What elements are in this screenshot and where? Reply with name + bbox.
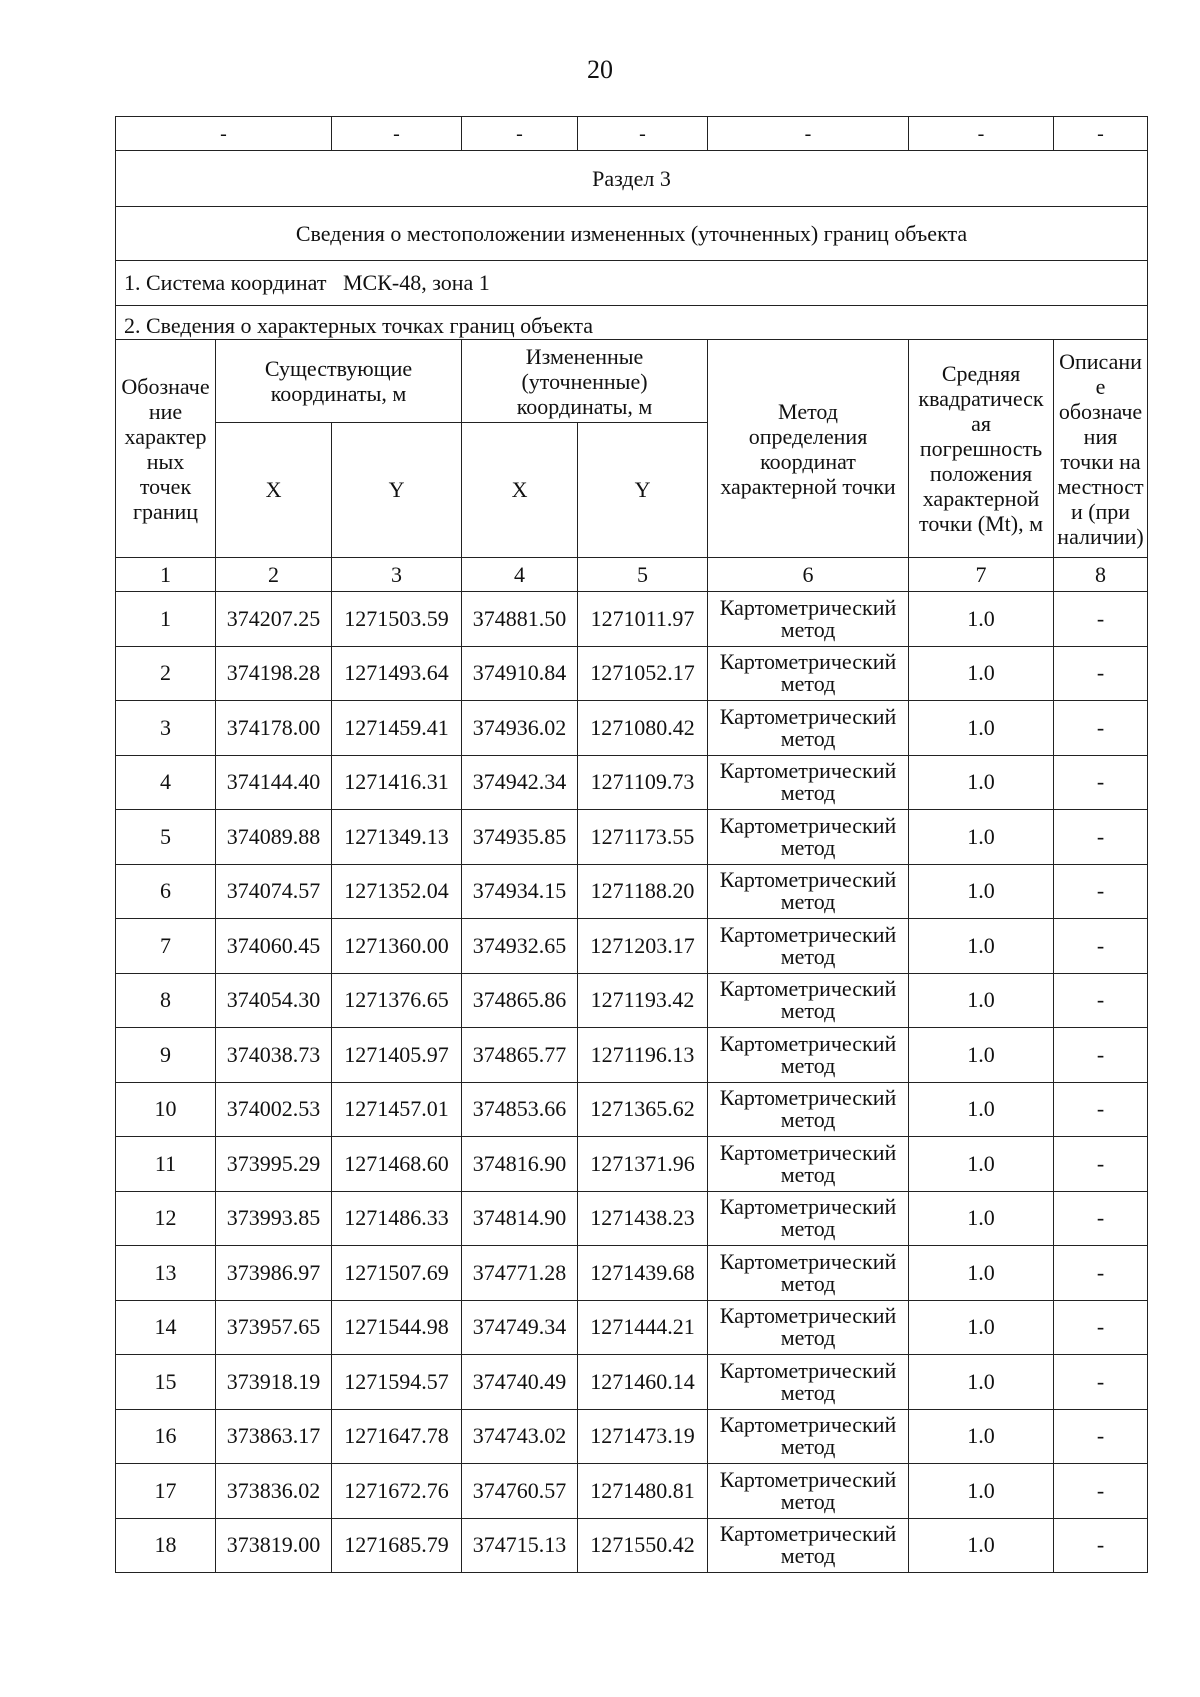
header-line: Существующие <box>264 356 413 381</box>
header-line: ных <box>146 448 185 474</box>
cell-description: - <box>1054 1464 1148 1519</box>
cell-existing-x: 374038.73 <box>216 1028 332 1083</box>
table-row <box>116 1355 1148 1410</box>
cell-changed-x: 374865.86 <box>462 973 578 1028</box>
table-row <box>116 864 1148 919</box>
cell-mean-error: 1.0 <box>909 1300 1054 1355</box>
header-method <box>708 340 909 558</box>
cell-existing-x: 373993.85 <box>216 1191 332 1246</box>
cell-changed-y: 1271460.14 <box>578 1355 708 1410</box>
cell-description: - <box>1054 1409 1148 1464</box>
cell-mean-error: 1.0 <box>909 919 1054 974</box>
cell-point-number: 13 <box>116 1246 216 1301</box>
cell-changed-y: 1271109.73 <box>578 755 708 810</box>
cell-description: - <box>1054 1246 1148 1301</box>
cell-changed-x: 374715.13 <box>462 1518 578 1573</box>
header-existing-coords <box>216 340 462 423</box>
header-line: (уточненные) <box>521 368 648 394</box>
header-line: координат <box>760 448 856 474</box>
table-row <box>116 646 1148 701</box>
cell-existing-y: 1271672.76 <box>332 1464 462 1519</box>
cell-changed-y: 1271480.81 <box>578 1464 708 1519</box>
cell-method <box>708 919 909 974</box>
column-number: 8 <box>1054 558 1148 592</box>
cell-existing-y: 1271376.65 <box>332 973 462 1028</box>
method-line: Картометрический <box>719 812 897 838</box>
cell-changed-x: 374910.84 <box>462 646 578 701</box>
header-line: местност <box>1057 473 1144 499</box>
method-line: Картометрический <box>719 1194 897 1220</box>
cell-description: - <box>1054 755 1148 810</box>
cell-changed-y: 1271173.55 <box>578 810 708 865</box>
method-line: метод <box>780 1488 836 1514</box>
cell-mean-error: 1.0 <box>909 1137 1054 1192</box>
cell-method <box>708 1082 909 1137</box>
cell-method <box>708 701 909 756</box>
cell-changed-y: 1271080.42 <box>578 701 708 756</box>
method-line: Картометрический <box>719 703 897 729</box>
cell-existing-y: 1271507.69 <box>332 1246 462 1301</box>
continuation-dash-row <box>116 117 1148 151</box>
header-line: Обозначе <box>121 373 210 399</box>
header-line: обозначе <box>1058 398 1143 424</box>
header-line: ния <box>1083 423 1118 449</box>
method-line: Картометрический <box>719 1521 897 1547</box>
cell-mean-error: 1.0 <box>909 1355 1054 1410</box>
cell-existing-y: 1271360.00 <box>332 919 462 974</box>
method-line: метод <box>780 1379 836 1405</box>
cell-point-number: 11 <box>116 1137 216 1192</box>
section-title-row <box>116 151 1148 207</box>
cell-method <box>708 1191 909 1246</box>
header-existing-y: Y <box>332 423 462 558</box>
method-line: Картометрический <box>719 1466 897 1492</box>
header-line: координаты, м <box>516 393 653 419</box>
header-point-designation <box>116 340 216 558</box>
method-line: метод <box>780 1107 836 1133</box>
header-line: погрешность <box>919 436 1043 461</box>
header-line: квадратическ <box>918 386 1044 411</box>
cell-existing-y: 1271405.97 <box>332 1028 462 1083</box>
cell-changed-y: 1271439.68 <box>578 1246 708 1301</box>
method-line: Картометрический <box>719 1139 897 1165</box>
header-line: точки (Mt), м <box>919 511 1044 536</box>
cell-existing-y: 1271493.64 <box>332 646 462 701</box>
cell-description: - <box>1054 919 1148 974</box>
cell-point-number: 15 <box>116 1355 216 1410</box>
cell-existing-x: 373918.19 <box>216 1355 332 1410</box>
cell-changed-x: 374760.57 <box>462 1464 578 1519</box>
dash-cell: - <box>578 117 708 151</box>
column-number: 6 <box>708 558 909 592</box>
column-number: 3 <box>332 558 462 592</box>
header-row-1 <box>116 340 1148 423</box>
cell-point-number: 6 <box>116 864 216 919</box>
cell-existing-y: 1271647.78 <box>332 1409 462 1464</box>
cell-method <box>708 1246 909 1301</box>
cell-mean-error: 1.0 <box>909 973 1054 1028</box>
method-line: метод <box>780 1543 836 1569</box>
dash-cell: - <box>116 117 332 151</box>
cell-changed-y: 1271438.23 <box>578 1191 708 1246</box>
table-row <box>116 1191 1148 1246</box>
header-description <box>1054 340 1148 558</box>
cell-changed-x: 374935.85 <box>462 810 578 865</box>
cell-existing-y: 1271503.59 <box>332 592 462 647</box>
cell-point-number: 4 <box>116 755 216 810</box>
header-line: координаты, м <box>270 381 407 406</box>
method-line: метод <box>780 1325 836 1351</box>
cell-method <box>708 1464 909 1519</box>
cell-mean-error: 1.0 <box>909 1082 1054 1137</box>
method-line: метод <box>780 998 836 1024</box>
method-line: метод <box>780 1216 836 1242</box>
cell-mean-error: 1.0 <box>909 1518 1054 1573</box>
cell-point-number: 7 <box>116 919 216 974</box>
cell-changed-x: 374814.90 <box>462 1191 578 1246</box>
cell-mean-error: 1.0 <box>909 1191 1054 1246</box>
cell-changed-y: 1271011.97 <box>578 592 708 647</box>
header-mean-error <box>909 340 1054 558</box>
cell-method <box>708 864 909 919</box>
table-row <box>116 919 1148 974</box>
cell-description: - <box>1054 1355 1148 1410</box>
section-title: Раздел 3 <box>116 151 1148 207</box>
cell-existing-y: 1271486.33 <box>332 1191 462 1246</box>
cell-existing-x: 373957.65 <box>216 1300 332 1355</box>
cell-method <box>708 810 909 865</box>
method-line: метод <box>780 943 836 969</box>
cell-mean-error: 1.0 <box>909 755 1054 810</box>
table-row <box>116 1082 1148 1137</box>
cell-changed-x: 374936.02 <box>462 701 578 756</box>
table-row <box>116 1409 1148 1464</box>
header-changed-x: X <box>462 423 578 558</box>
table-row <box>116 1300 1148 1355</box>
cell-description: - <box>1054 1191 1148 1246</box>
cell-point-number: 18 <box>116 1518 216 1573</box>
cell-description: - <box>1054 701 1148 756</box>
coord-system-row <box>116 261 1148 306</box>
method-line: Картометрический <box>719 1303 897 1329</box>
cell-existing-x: 373836.02 <box>216 1464 332 1519</box>
method-line: Картометрический <box>719 758 897 784</box>
cell-existing-x: 373863.17 <box>216 1409 332 1464</box>
cell-existing-y: 1271416.31 <box>332 755 462 810</box>
column-numbers-row <box>116 558 1148 592</box>
header-line: точек <box>139 473 192 499</box>
cell-mean-error: 1.0 <box>909 1028 1054 1083</box>
method-line: метод <box>780 671 836 697</box>
cell-description: - <box>1054 592 1148 647</box>
header-line: характерной точки <box>720 473 896 499</box>
method-line: Картометрический <box>719 1085 897 1111</box>
cell-changed-y: 1271052.17 <box>578 646 708 701</box>
cell-existing-x: 373986.97 <box>216 1246 332 1301</box>
cell-mean-error: 1.0 <box>909 864 1054 919</box>
cell-changed-y: 1271193.42 <box>578 973 708 1028</box>
table-row <box>116 1028 1148 1083</box>
table-row <box>116 701 1148 756</box>
cell-method <box>708 1028 909 1083</box>
cell-existing-y: 1271459.41 <box>332 701 462 756</box>
cell-point-number: 2 <box>116 646 216 701</box>
method-line: метод <box>780 780 836 806</box>
method-line: Картометрический <box>719 1030 897 1056</box>
cell-method <box>708 1300 909 1355</box>
cell-method <box>708 1355 909 1410</box>
boundary-points-table <box>115 116 1148 1573</box>
cell-point-number: 12 <box>116 1191 216 1246</box>
points-heading-row <box>116 306 1148 340</box>
header-line: и (при <box>1070 498 1131 524</box>
table-row <box>116 755 1148 810</box>
cell-mean-error: 1.0 <box>909 646 1054 701</box>
method-line: Картометрический <box>719 867 897 893</box>
points-heading: 2. Сведения о характерных точках границ объекта <box>116 306 1148 340</box>
cell-existing-x: 374054.30 <box>216 973 332 1028</box>
table-row <box>116 810 1148 865</box>
cell-method <box>708 973 909 1028</box>
cell-existing-x: 374060.45 <box>216 919 332 974</box>
cell-changed-y: 1271550.42 <box>578 1518 708 1573</box>
cell-existing-x: 374089.88 <box>216 810 332 865</box>
cell-changed-x: 374942.34 <box>462 755 578 810</box>
header-line: Средняя <box>941 361 1021 386</box>
cell-existing-y: 1271685.79 <box>332 1518 462 1573</box>
table-row <box>116 1137 1148 1192</box>
cell-existing-y: 1271468.60 <box>332 1137 462 1192</box>
method-line: метод <box>780 1161 836 1187</box>
cell-point-number: 1 <box>116 592 216 647</box>
cell-existing-x: 374198.28 <box>216 646 332 701</box>
header-line: наличии) <box>1057 523 1144 549</box>
cell-changed-y: 1271196.13 <box>578 1028 708 1083</box>
cell-description: - <box>1054 1028 1148 1083</box>
section-subtitle: Сведения о местоположении измененных (уточненных) границ объекта <box>116 207 1148 261</box>
table-row <box>116 1518 1148 1573</box>
cell-point-number: 10 <box>116 1082 216 1137</box>
column-number: 2 <box>216 558 332 592</box>
cell-mean-error: 1.0 <box>909 1464 1054 1519</box>
cell-mean-error: 1.0 <box>909 810 1054 865</box>
cell-description: - <box>1054 973 1148 1028</box>
header-line: Метод <box>778 398 838 424</box>
cell-existing-y: 1271544.98 <box>332 1300 462 1355</box>
column-number: 5 <box>578 558 708 592</box>
header-line: Описани <box>1059 348 1142 374</box>
cell-changed-y: 1271371.96 <box>578 1137 708 1192</box>
method-line: Картометрический <box>719 976 897 1002</box>
cell-description: - <box>1054 1137 1148 1192</box>
method-line: Картометрический <box>719 649 897 675</box>
table-row <box>116 1246 1148 1301</box>
cell-mean-error: 1.0 <box>909 701 1054 756</box>
cell-changed-y: 1271203.17 <box>578 919 708 974</box>
cell-changed-x: 374934.15 <box>462 864 578 919</box>
method-line: Картометрический <box>719 1412 897 1438</box>
cell-changed-x: 374771.28 <box>462 1246 578 1301</box>
cell-mean-error: 1.0 <box>909 1409 1054 1464</box>
cell-method <box>708 592 909 647</box>
cell-changed-x: 374932.65 <box>462 919 578 974</box>
cell-method <box>708 1518 909 1573</box>
method-line: метод <box>780 616 836 642</box>
method-line: метод <box>780 1052 836 1078</box>
cell-description: - <box>1054 1518 1148 1573</box>
cell-method <box>708 755 909 810</box>
cell-point-number: 5 <box>116 810 216 865</box>
header-line: е <box>1095 373 1106 399</box>
cell-existing-y: 1271349.13 <box>332 810 462 865</box>
method-line: метод <box>780 834 836 860</box>
header-line: определения <box>748 423 868 449</box>
cell-existing-y: 1271457.01 <box>332 1082 462 1137</box>
cell-point-number: 16 <box>116 1409 216 1464</box>
cell-changed-x: 374740.49 <box>462 1355 578 1410</box>
column-number: 1 <box>116 558 216 592</box>
cell-existing-x: 374178.00 <box>216 701 332 756</box>
cell-description: - <box>1054 646 1148 701</box>
cell-changed-y: 1271473.19 <box>578 1409 708 1464</box>
table-row <box>116 1464 1148 1519</box>
cell-method <box>708 646 909 701</box>
method-line: метод <box>780 725 836 751</box>
cell-method <box>708 1409 909 1464</box>
header-changed-coords <box>462 340 708 423</box>
header-line: точки на <box>1060 448 1141 474</box>
cell-point-number: 3 <box>116 701 216 756</box>
dash-cell: - <box>708 117 909 151</box>
method-line: метод <box>780 1270 836 1296</box>
coord-system: 1. Система координат МСК-48, зона 1 <box>116 261 1148 306</box>
method-line: метод <box>780 1434 836 1460</box>
method-line: Картометрический <box>719 1248 897 1274</box>
table-row <box>116 592 1148 647</box>
dash-cell: - <box>332 117 462 151</box>
header-changed-y: Y <box>578 423 708 558</box>
method-line: метод <box>780 889 836 915</box>
cell-existing-x: 374002.53 <box>216 1082 332 1137</box>
cell-existing-y: 1271594.57 <box>332 1355 462 1410</box>
section-subtitle-row <box>116 207 1148 261</box>
header-line: положения <box>929 461 1033 486</box>
cell-mean-error: 1.0 <box>909 1246 1054 1301</box>
page-number: 20 <box>587 55 613 84</box>
cell-changed-x: 374816.90 <box>462 1137 578 1192</box>
dash-cell: - <box>909 117 1054 151</box>
method-line: Картометрический <box>719 921 897 947</box>
cell-changed-y: 1271188.20 <box>578 864 708 919</box>
table-row <box>116 973 1148 1028</box>
header-line: Измененные <box>525 343 644 369</box>
cell-point-number: 17 <box>116 1464 216 1519</box>
header-line: характер <box>124 423 207 449</box>
cell-existing-y: 1271352.04 <box>332 864 462 919</box>
cell-existing-x: 374144.40 <box>216 755 332 810</box>
cell-point-number: 14 <box>116 1300 216 1355</box>
cell-changed-x: 374881.50 <box>462 592 578 647</box>
cell-description: - <box>1054 1300 1148 1355</box>
cell-changed-y: 1271365.62 <box>578 1082 708 1137</box>
cell-changed-x: 374743.02 <box>462 1409 578 1464</box>
cell-existing-x: 373995.29 <box>216 1137 332 1192</box>
cell-mean-error: 1.0 <box>909 592 1054 647</box>
cell-changed-x: 374865.77 <box>462 1028 578 1083</box>
column-number: 7 <box>909 558 1054 592</box>
cell-point-number: 8 <box>116 973 216 1028</box>
cell-method <box>708 1137 909 1192</box>
header-existing-x: X <box>216 423 332 558</box>
header-line: характерной <box>922 486 1040 511</box>
cell-existing-x: 374074.57 <box>216 864 332 919</box>
cell-description: - <box>1054 864 1148 919</box>
cell-description: - <box>1054 810 1148 865</box>
cell-description: - <box>1054 1082 1148 1137</box>
cell-changed-y: 1271444.21 <box>578 1300 708 1355</box>
header-line: ние <box>148 398 183 424</box>
column-number: 4 <box>462 558 578 592</box>
method-line: Картометрический <box>719 594 897 620</box>
cell-changed-x: 374853.66 <box>462 1082 578 1137</box>
header-line: ая <box>971 411 991 436</box>
cell-point-number: 9 <box>116 1028 216 1083</box>
dash-cell: - <box>1054 117 1148 151</box>
header-line: границ <box>132 498 199 524</box>
cell-changed-x: 374749.34 <box>462 1300 578 1355</box>
method-line: Картометрический <box>719 1357 897 1383</box>
cell-existing-x: 374207.25 <box>216 592 332 647</box>
cell-existing-x: 373819.00 <box>216 1518 332 1573</box>
dash-cell: - <box>462 117 578 151</box>
